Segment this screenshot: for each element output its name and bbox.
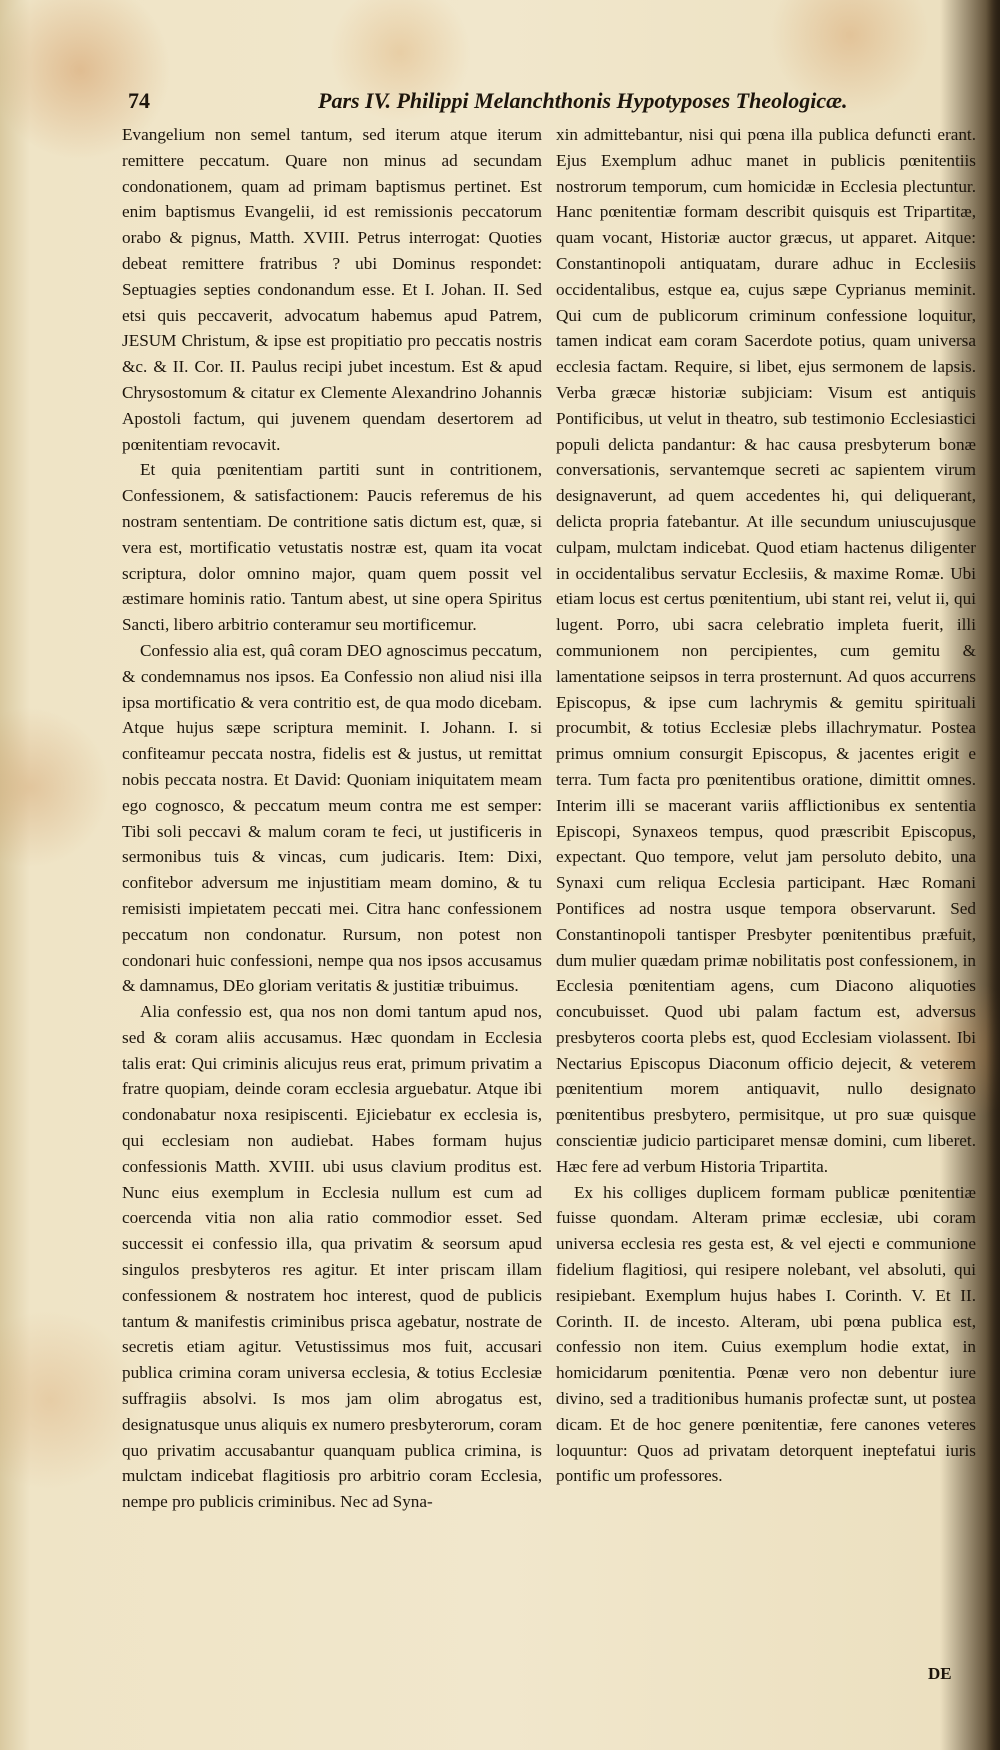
page-header	[128, 88, 848, 118]
paragraph: xin admittebantur, nisi qui pœna illa publica defuncti erant. Ejus Exemplum adhuc manet in publicis pœnitentiis nostrorum temporum, cum homicidæ in Ecclesia plectuntur. Hanc pœnitentiæ formam describit quisquis est Tripartitæ, quam vocant, Historiæ auctor græcus, ut apparet. Aitque: Constantinopoli antiquatam, durare adhuc in Ecclesiis occidentalibus, estque ea, cujus sæpe Cyprianus meminit. Qui cum de publicorum criminum confessione loquitur, tamen indicat eam coram Sacerdote potius, quam universa ecclesia factam. Require, si libet, ejus sermonem de lapsis. Verba græcæ historiæ subjiciam: Visum est antiquis Pontificibus, ut velut in theatro, sub testimonio Ecclesiastici populi delicta pandantur: & hac causa presbyterum bonæ conversationis, servantemque secreti ac sapientem virum designaverunt, ad quem accedentes hi, qui deliquerant, delicta propria fatebantur. At ille secundum uniuscujusque culpam, mulctam indicebat. Quod etiam hactenus diligenter in occidentalibus servatur Ecclesiis, & maxime Romæ. Ubi etiam locus est certus pœnitentium, ubi stant rei, velut ii, qui lugent. Porro, ubi sacra celebratio impleta fuerit, illi communionem non percipientes, cum gemitu & lamentatione seipsos in terra prosternunt. Ad quos accurrens Episcopus, & ipse cum lachrymis & gemitu spirituali procumbit, & totius Ecclesiæ plebs illachrymatur. Postea primus omnium consurgit Episcopus, & jacentes erigit e terra. Tum facta pro pœnitentibus oratione, dimittit omnes. Interim illi se macerant variis afflictionibus ex sententia Episcopi, Synaxeos tempus, quod præscribit Episcopus, expectant. Quo tempore, velut jam persoluto debito, una Synaxi cum reliqua Ecclesia participant. Hæc Romani Pontifices ad nostra usque tempora observarunt. Sed Constantinopoli tantisper Presbyter pœnitentibus præfuit, dum mulier quædam primæ nobilitatis post confessionem, in Ecclesia pœnitentiam agens, cum Diacono aliquoties concubuisset. Quod ubi palam factum est, adversus presbyteros coorta plebs est, quod Ecclesiam violassent. Ibi Nectarius Episcopus Diaconum officio dejecit, & veterem pœnitentium morem antiquavit, nullo designato pœnitentibus presbytero, permisitque, ut pro suæ quisque conscientiæ judicio participaret mensæ domini, cum liberet. Hæc fere ad verbum Historia Tripartita.	[556, 125, 976, 1176]
paragraph: Evangelium non semel tantum, sed iterum atque iterum remittere peccatum. Quare non minus ad secundam condonationem, quam ad primam baptismus pertinet. Est enim baptismus Evangelii, id est remissionis peccatorum orabo & pignus, Matth. XVIII. Petrus interrogat: Quoties debeat remittere fratribus ? ubi Dominus respondet: Septuagies septies condonandum esse. Et I. Johan. II. Sed etsi quis peccaverit, advocatum habemus apud Patrem, JESUM Christum, & ipse est propitiatio pro peccatis nostris &c. & II. Cor. II. Paulus recipi jubet incestum. Est & apud Chrysostomum & citatur ex Clemente Alexandrino Johannis Apostoli factum, qui juvenem quendam desertorem ad pœnitentiam revocavit.	[122, 125, 542, 454]
paragraph: Confessio alia est, quâ coram DEO agnoscimus peccatum, & condemnamus nos ipsos. Ea Confessio non aliud nisi illa ipsa mortificatio & vera contritio est, de qua modo dicebam. Atque hujus sæpe scriptura meminit. I. Johann. I. si confiteamur peccata nostra, fidelis est & justus, ut remittat nobis peccata nostra. Et David: Quoniam iniquitatem meam ego cognosco, & peccatum meum contra me est semper: Tibi soli peccavi & malum coram te feci, ut justificeris in sermonibus tuis & vincas, cum judicaris. Item: Dixi, confitebor adversum me injustitiam meam domino, & tu remisisti impietatem peccati mei. Citra hanc confessionem peccatum non condonatur. Rursum, non potest non condonari huic confessioni, nempe qua nos ipsos accusamus & damnamus, DEo gloriam veritatis & justitiæ tribuimus.	[122, 640, 542, 996]
paragraph: Alia confessio est, qua nos non domi tantum apud nos, sed & coram aliis accusamus. Hæc quondam in Ecclesia talis erat: Qui criminis alicujus reus erat, primum privatim a fratre quopiam, deinde coram ecclesia arguebatur. Atque ibi condonabatur noxa resipiscenti. Ejiciebatur ex ecclesia is, qui ecclesiam non audiebat. Habes formam hujus confessionis Matth. XVIII. ubi usus clavium proditus est. Nunc eius exemplum in Ecclesia nullum est cum ad coercenda vitia non alia ratio commodior esset. Sed successit ei confessio illa, qua privatim & seorsum apud singulos presbyteros res agitur. Et inter priscam illam confessionem & nostratem hoc interest, quod de publicis tantum & manifestis criminibus prisca agebatur, nostrate de secretis etiam agitur. Vetustissimus mos fuit, accusari publica crimina coram universa ecclesia, & totius Ecclesiæ suffragiis absolvi. Is mos jam olim abrogatus est, designatusque unus aliquis ex numero presbyterorum, coram quo privatim accusabantur quanquam publica crimina, is mulctam indicebat flagitiosis pro arbitrio coram Ecclesia, nempe pro publicis criminibus. Nec ad Syna-	[122, 1002, 542, 1512]
running-title: Pars IV. Philippi Melanchthonis Hypotyposes Theologicæ.	[318, 88, 848, 113]
page-number: 74	[128, 88, 150, 113]
left-column	[122, 122, 542, 1515]
right-column	[556, 122, 976, 1489]
page-edge-shadow	[986, 0, 1000, 1750]
catchword: DE	[928, 1664, 952, 1683]
paragraph: Et quia pœnitentiam partiti sunt in contritionem, Confessionem, & satisfactionem: Paucis referemus de his nostram sententiam. De contritione satis dictum est, quæ, si vera est, mortificatio vetustatis nostræ est, quam ita vocat scriptura, dolor omnino major, quam quem possit vel æstimare hominis ratio. Tantum abest, ut sine opera Spiritus Sancti, libero arbitrio conteramur seu mortificemur.	[122, 460, 542, 635]
paragraph: Ex his colliges duplicem formam publicæ pœnitentiæ fuisse quondam. Alteram primæ ecclesiæ, ubi coram universa ecclesia res gesta est, & vel ejecti e communione fidelium flagitiosi, qui resipere nolebant, vel absoluti, qui resipiebant. Exemplum hujus habes I. Corinth. V. Et II. Corinth. II. de incesto. Alteram, ubi pœna publica est, confessio non item. Cuius exemplum hodie extat, in homicidarum pœnitentia. Pœnæ vero non debentur iure divino, sed a traditionibus humanis profectæ sunt, ut postea dicam. Et de hoc genere pœnitentiæ, fere canones veteres loquuntur: Quos ad privatam detorquent ineptefatui iuris pontific um professores.	[556, 1182, 976, 1486]
